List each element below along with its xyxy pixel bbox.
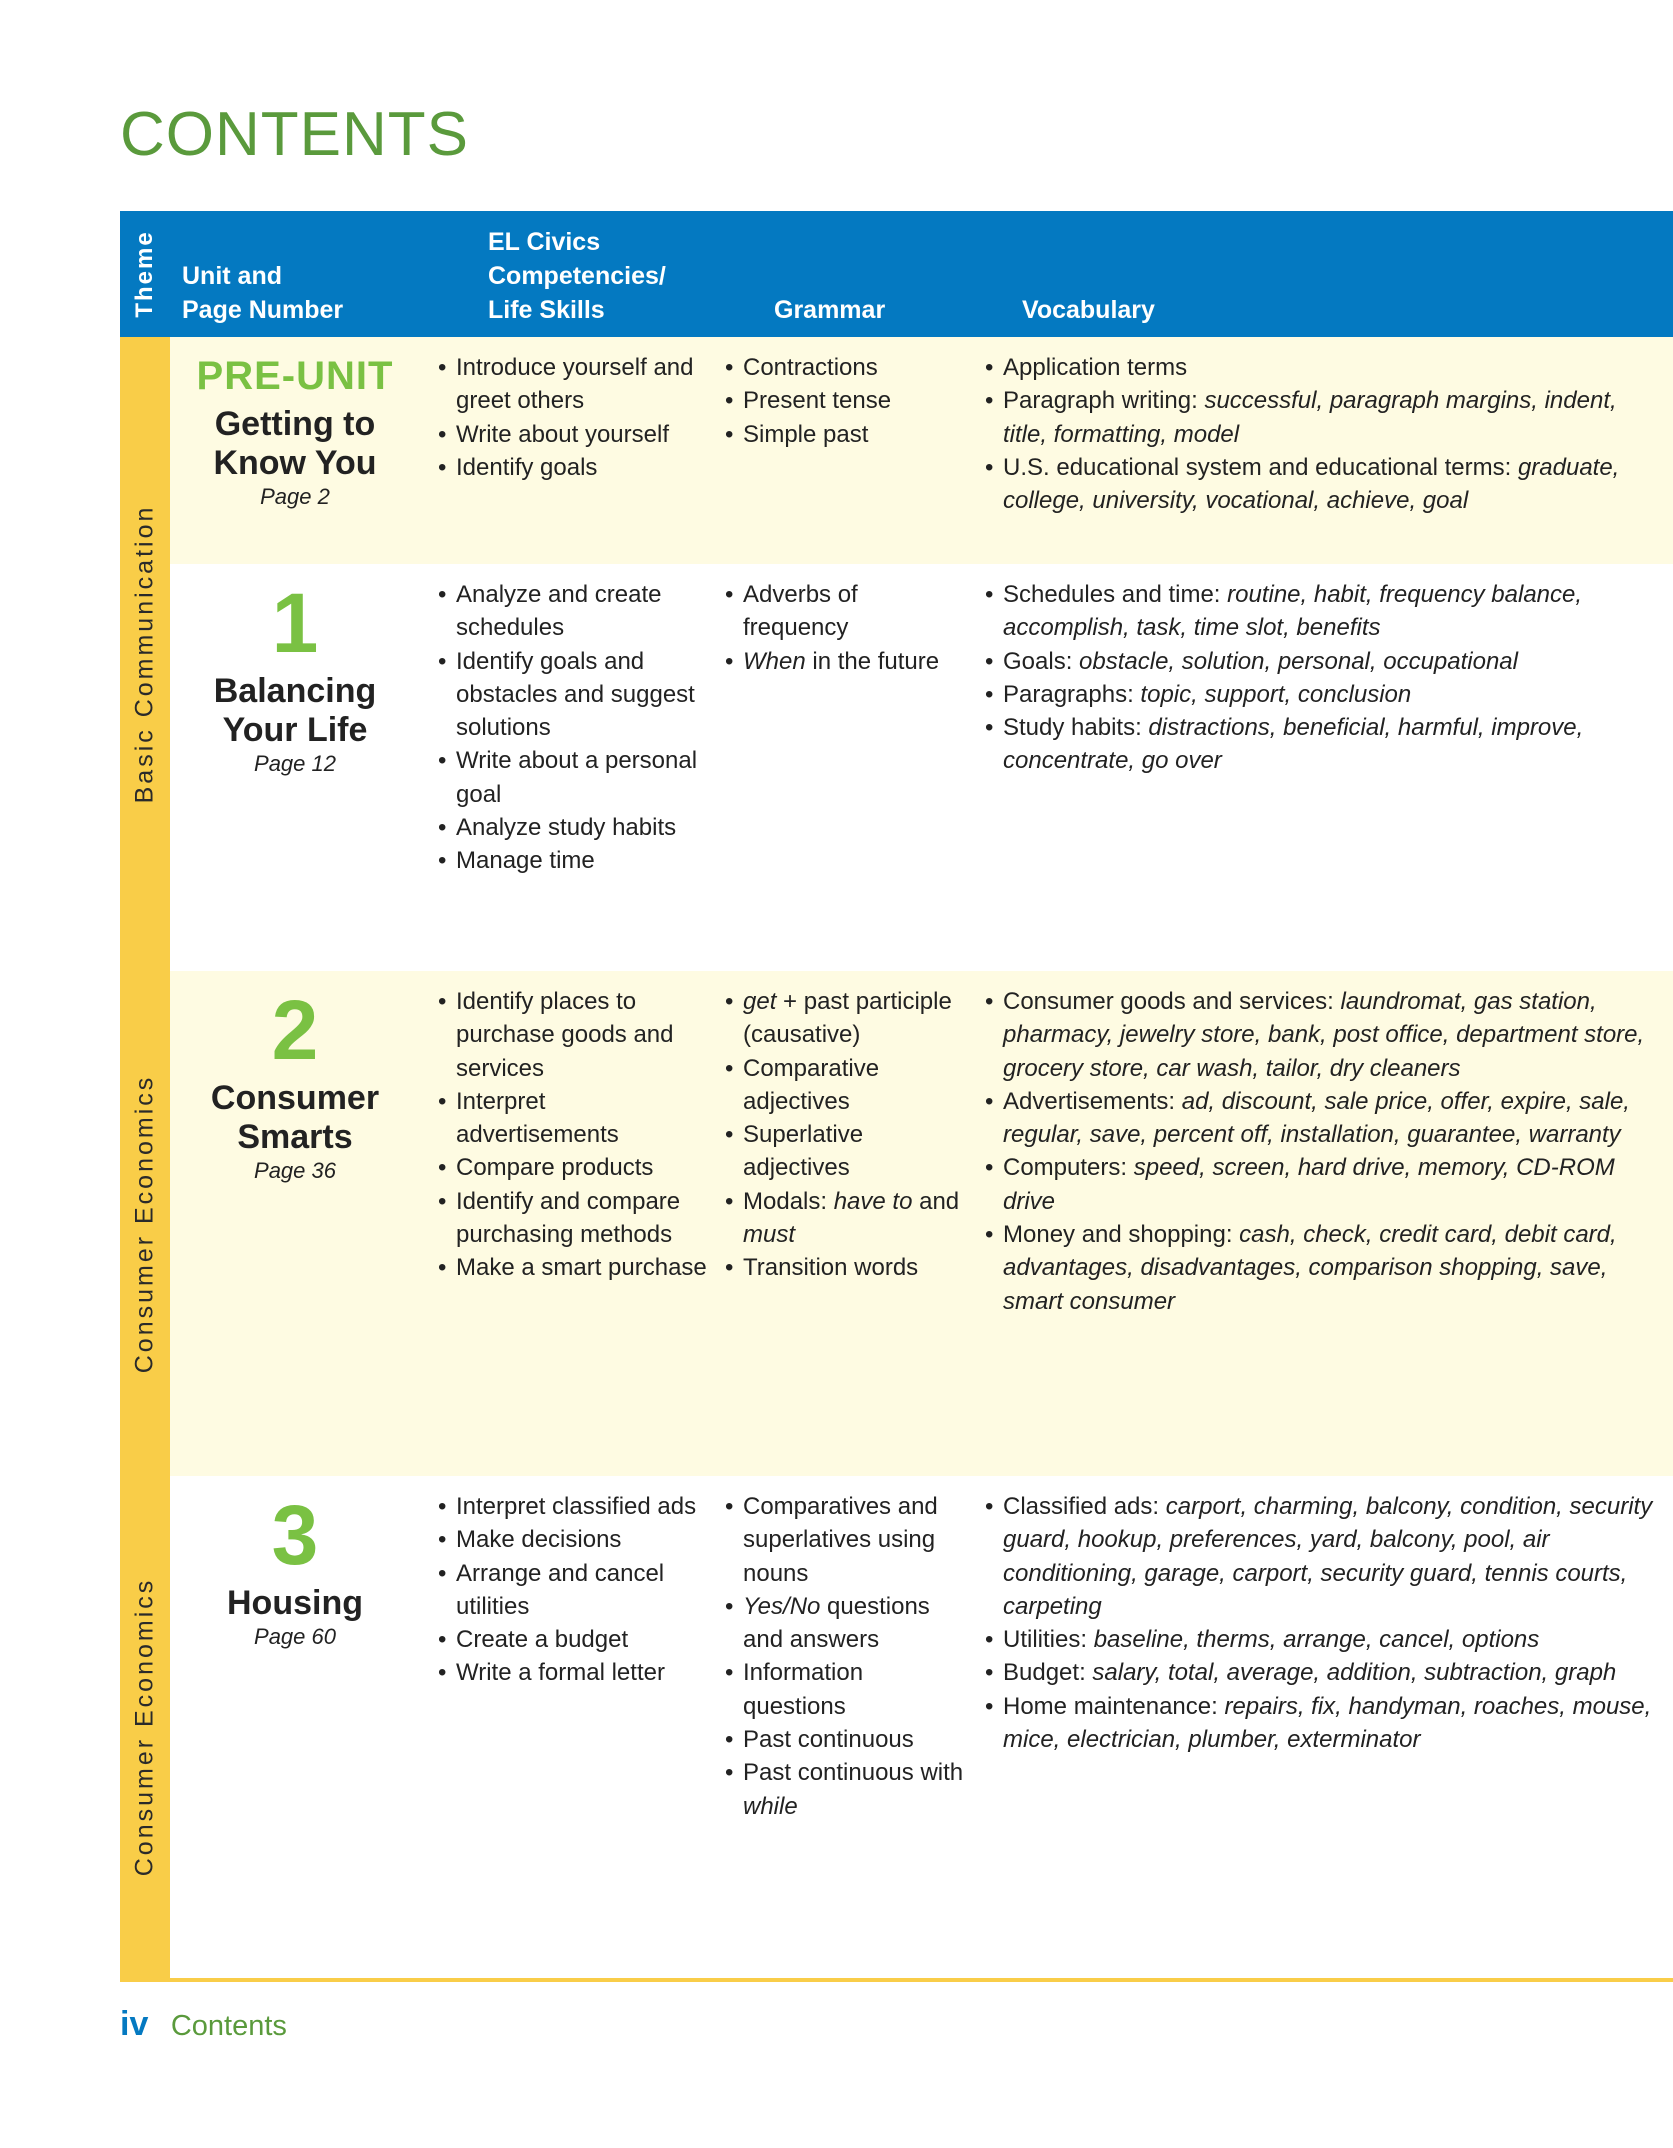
unit-number: 3 xyxy=(271,1488,319,1582)
list-item: • Present tense xyxy=(725,384,965,417)
list-item: • Introduce yourself and greet others xyxy=(438,351,708,418)
list-item: • Superlative adjectives xyxy=(725,1118,965,1185)
grammar-list xyxy=(725,1490,965,1823)
unit-row-2 xyxy=(170,971,1673,1476)
list-item: • Information questions xyxy=(725,1656,965,1723)
list-item: • Schedules and time: routine, habit, frequency balance, accomplish, task, time slot, benefits xyxy=(985,578,1665,645)
list-item: • Consumer goods and services: laundromat, gas station, pharmacy, jewelry store, bank, post office, department store, grocery store, car wash, tailor, dry cleaners xyxy=(985,985,1665,1085)
list-item: • Manage time xyxy=(438,844,708,877)
theme-consumer-economics xyxy=(120,1476,170,1978)
theme-header-cell xyxy=(120,211,170,337)
vocabulary-list xyxy=(985,578,1665,778)
footer-label: Contents xyxy=(170,2010,287,2042)
list-item: • Paragraphs: topic, support, conclusion xyxy=(985,678,1665,711)
list-item: • Money and shopping: cash, check, credit card, debit card, advantages, disadvantages, comparison shopping, save, smart consumer xyxy=(985,1218,1665,1318)
page-reference: Page 12 xyxy=(254,751,336,776)
list-item: • Transition words xyxy=(725,1251,965,1284)
list-item: • Write about yourself xyxy=(438,418,708,451)
unit-cell xyxy=(170,983,420,1185)
list-item: • Identify and compare purchasing methods xyxy=(438,1185,708,1252)
list-item: • When in the future xyxy=(725,645,965,678)
list-item: • Adverbs of frequency xyxy=(725,578,965,645)
list-item: • Budget: salary, total, average, addition, subtraction, graph xyxy=(985,1656,1665,1689)
list-item: • Goals: obstacle, solution, personal, occupational xyxy=(985,645,1665,678)
unit-cell xyxy=(170,1488,420,1651)
theme-label: Basic Communication xyxy=(130,504,159,804)
vocabulary-list xyxy=(985,1490,1665,1756)
list-item: • Past continuous with while xyxy=(725,1756,965,1823)
list-item: • Paragraph writing: successful, paragraph margins, indent, title, formatting, model xyxy=(985,384,1665,451)
page-folio: iv xyxy=(120,2005,149,2043)
unit-cell xyxy=(170,576,420,778)
contents-table xyxy=(120,211,1673,1982)
page-reference: Page 2 xyxy=(260,484,330,509)
theme-label: Consumer Economics xyxy=(130,1074,159,1373)
theme-basic-communication xyxy=(120,337,170,971)
list-item: • Past continuous xyxy=(725,1723,965,1756)
unit-number: 1 xyxy=(271,576,319,670)
unit-number: 2 xyxy=(271,983,319,1077)
list-item: • Analyze and create schedules xyxy=(438,578,708,645)
list-item: • Study habits: distractions, beneficial, harmful, improve, concentrate, go over xyxy=(985,711,1665,778)
list-item: • Advertisements: ad, discount, sale price, offer, expire, sale, regular, save, percent off, installation, guarantee, warranty xyxy=(985,1085,1665,1152)
list-item: • Create a budget xyxy=(438,1623,708,1656)
list-item: • Compare products xyxy=(438,1151,708,1184)
list-item: • Simple past xyxy=(725,418,965,451)
list-item: • Identify places to purchase goods and services xyxy=(438,985,708,1085)
page-reference: Page 36 xyxy=(254,1158,336,1183)
list-item: • Make a smart purchase xyxy=(438,1251,708,1284)
unit-cell xyxy=(170,353,420,511)
list-item: • Computers: speed, screen, hard drive, memory, CD-ROM drive xyxy=(985,1151,1665,1218)
unit-title: Consumer Smarts xyxy=(210,1079,380,1156)
competencies-list xyxy=(438,985,708,1285)
list-item: • Arrange and cancel utilities xyxy=(438,1557,708,1624)
theme-consumer-economics xyxy=(120,971,170,1476)
list-item: • Identify goals and obstacles and suggest solutions xyxy=(438,645,708,745)
page-footer xyxy=(120,2005,287,2044)
list-item: • Write a formal letter xyxy=(438,1656,708,1689)
list-item: • Analyze study habits xyxy=(438,811,708,844)
list-item: • Utilities: baseline, therms, arrange, cancel, options xyxy=(985,1623,1665,1656)
vocabulary-list xyxy=(985,351,1665,517)
unit-row-1 xyxy=(170,564,1673,971)
vocabulary-column-header: Vocabulary xyxy=(1022,296,1155,324)
list-item: • Yes/No questions and answers xyxy=(725,1590,965,1657)
list-item: • Write about a personal goal xyxy=(438,744,708,811)
list-item: • Home maintenance: repairs, fix, handyman, roaches, mouse, mice, electrician, plumber, exterminator xyxy=(985,1690,1665,1757)
theme-label: Consumer Economics xyxy=(130,1577,159,1877)
unit-column-header: Unit and Page Number xyxy=(182,262,344,324)
table-bottom-rule xyxy=(120,1978,1673,1982)
unit-title: Getting to Know You xyxy=(213,405,377,482)
competencies-list xyxy=(438,1490,708,1690)
list-item: • Interpret classified ads xyxy=(438,1490,708,1523)
competencies-list xyxy=(438,578,708,878)
list-item: • Interpret advertisements xyxy=(438,1085,708,1152)
unit-row-3 xyxy=(170,1476,1673,1978)
page-reference: Page 60 xyxy=(254,1624,336,1649)
competencies-column-header: EL Civics Competencies/ Life Skills xyxy=(488,228,666,324)
list-item: • Modals: have to and must xyxy=(725,1185,965,1252)
theme-header-label: Theme xyxy=(131,230,158,318)
competencies-list xyxy=(438,351,708,484)
unit-title: Housing xyxy=(227,1584,363,1622)
grammar-list xyxy=(725,985,965,1285)
list-item: • get + past participle (causative) xyxy=(725,985,965,1052)
page-title: CONTENTS xyxy=(120,100,469,169)
list-item: • Classified ads: carport, charming, balcony, condition, security guard, hookup, preferences, yard, balcony, pool, air conditioning, garage, carport, security guard, tennis courts, carpeting xyxy=(985,1490,1665,1623)
list-item: • Identify goals xyxy=(438,451,708,484)
list-item: • Contractions xyxy=(725,351,965,384)
list-item: • Comparatives and superlatives using nouns xyxy=(725,1490,965,1590)
grammar-list xyxy=(725,578,965,678)
vocabulary-list xyxy=(985,985,1665,1318)
grammar-list xyxy=(725,351,965,451)
unit-title: Balancing Your Life xyxy=(213,672,377,749)
unit-row-pre-unit xyxy=(170,337,1673,564)
list-item: • Application terms xyxy=(985,351,1665,384)
grammar-column-header: Grammar xyxy=(774,296,886,324)
list-item: • Comparative adjectives xyxy=(725,1052,965,1119)
table-header xyxy=(170,211,1673,337)
pre-unit-label: PRE-UNIT xyxy=(196,354,394,398)
list-item: • U.S. educational system and educational terms: graduate, college, university, vocational, achieve, goal xyxy=(985,451,1665,518)
list-item: • Make decisions xyxy=(438,1523,708,1556)
